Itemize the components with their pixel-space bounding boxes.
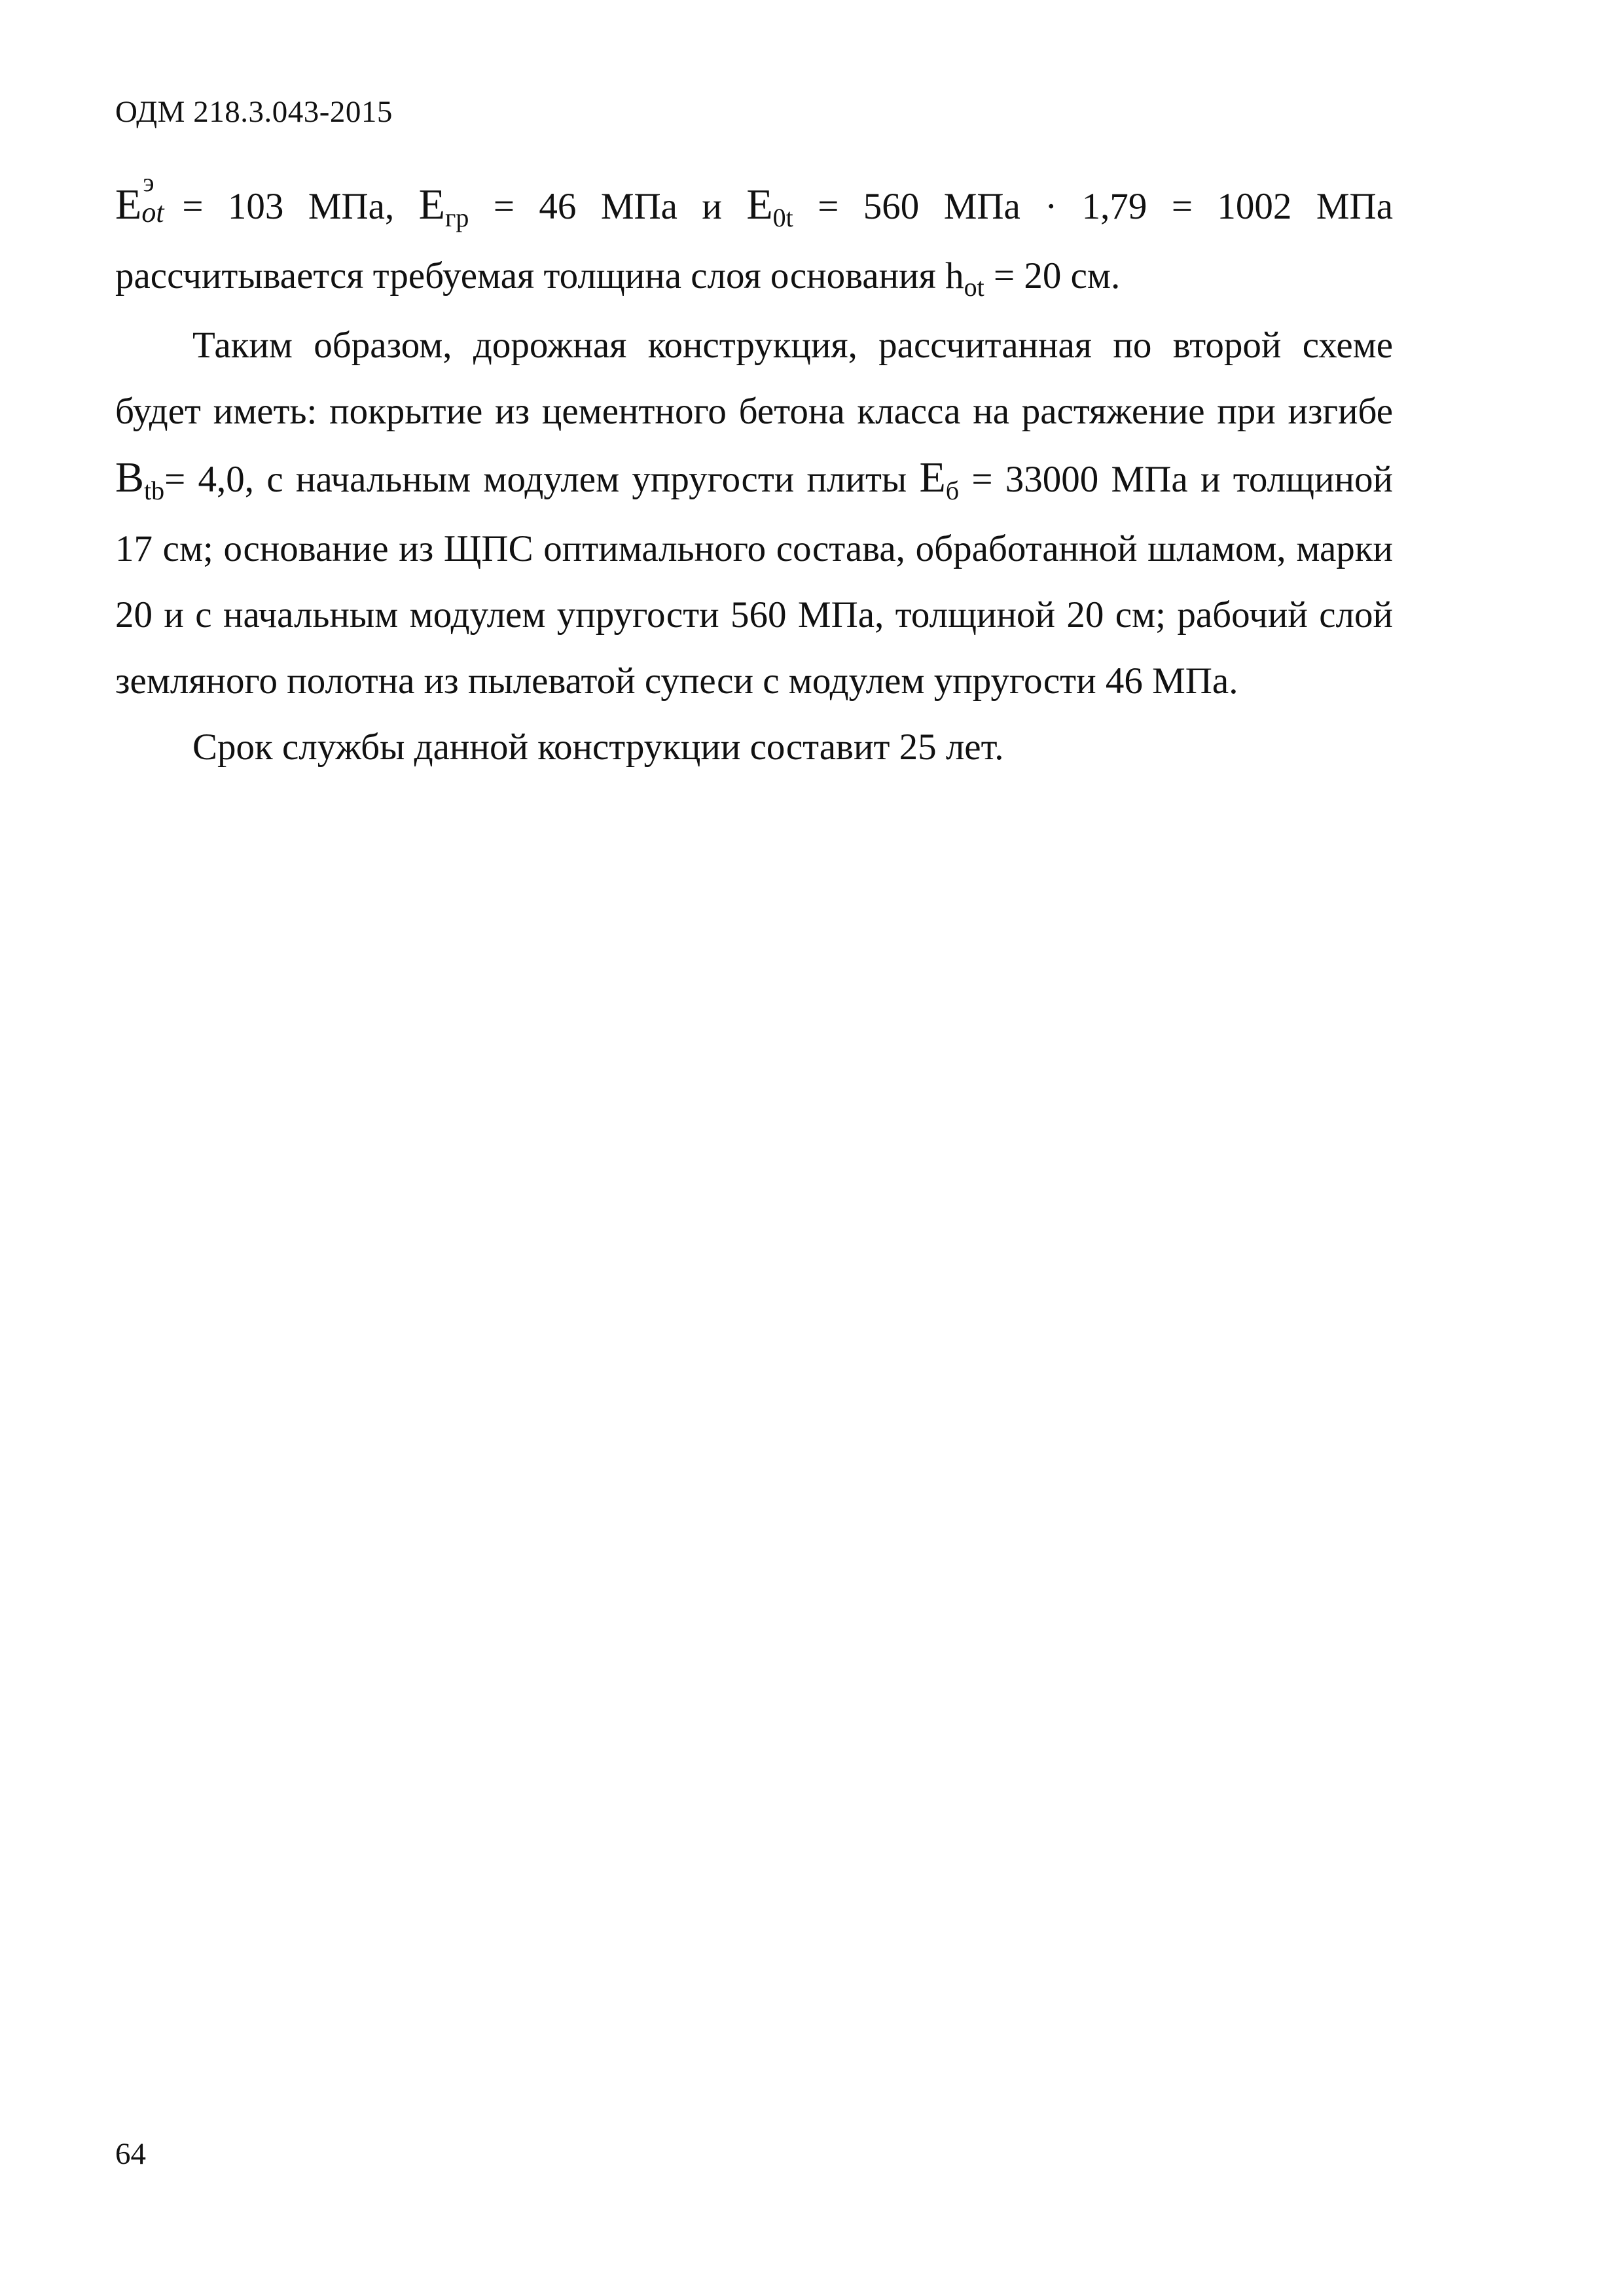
symbol-e-ot: E bbox=[115, 181, 142, 228]
text-segment: = 20 см. bbox=[984, 255, 1121, 296]
paragraph-service-life: Срок службы данной конструкции составит 25 лет. bbox=[192, 726, 1004, 768]
text-segment: = 33000 МПа и толщиной 17 см; основание из ЩПС оптимального состава, обработанной шламом, марки 20 и с начальным модулем упругости 560 МПа, толщиной 20 см; рабочий слой земляного полотна из пылеватой супеси с модулем упругости 46 МПа. bbox=[115, 459, 1393, 702]
e-gr-subscript: гр bbox=[444, 203, 469, 232]
text-segment: = 103 МПа, bbox=[182, 186, 419, 227]
text-segment: = 560 МПа · 1,79 = 1002 МПа рассчитывается требуемая толщина слоя основания bbox=[115, 186, 1394, 296]
text-segment: = 46 МПа и bbox=[469, 186, 747, 227]
page-number: 64 bbox=[115, 2137, 146, 2171]
h-subscript: ot bbox=[964, 272, 984, 302]
e-b-subscript: б bbox=[945, 476, 960, 505]
e-ot-indices bbox=[141, 168, 182, 228]
symbol-e-b: E bbox=[919, 454, 946, 501]
e-0t-subscript: 0t bbox=[772, 203, 793, 232]
symbol-b-tb: B bbox=[115, 454, 145, 501]
text-segment: Таким образом, дорожная конструкция, рассчитанная по второй схеме будет иметь: покрытие из цементного бетона класса на растяжение при изгибе bbox=[115, 325, 1393, 432]
symbol-e-gr: E bbox=[418, 181, 445, 228]
symbol-h: h bbox=[945, 255, 964, 296]
b-tb-subscript: tb bbox=[144, 476, 165, 505]
page-body bbox=[115, 168, 1394, 780]
paragraph-calculation-result bbox=[115, 168, 1394, 312]
e-ot-subscript: ot bbox=[141, 196, 164, 228]
document-code-header: ОДМ 218.3.043-2015 bbox=[115, 95, 393, 129]
e-ot-superscript: э bbox=[143, 168, 154, 197]
paragraph-construction-summary bbox=[115, 312, 1393, 714]
symbol-e-0t: E bbox=[746, 181, 773, 228]
text-segment: = 4,0, с начальным модулем упругости плиты bbox=[164, 459, 920, 500]
